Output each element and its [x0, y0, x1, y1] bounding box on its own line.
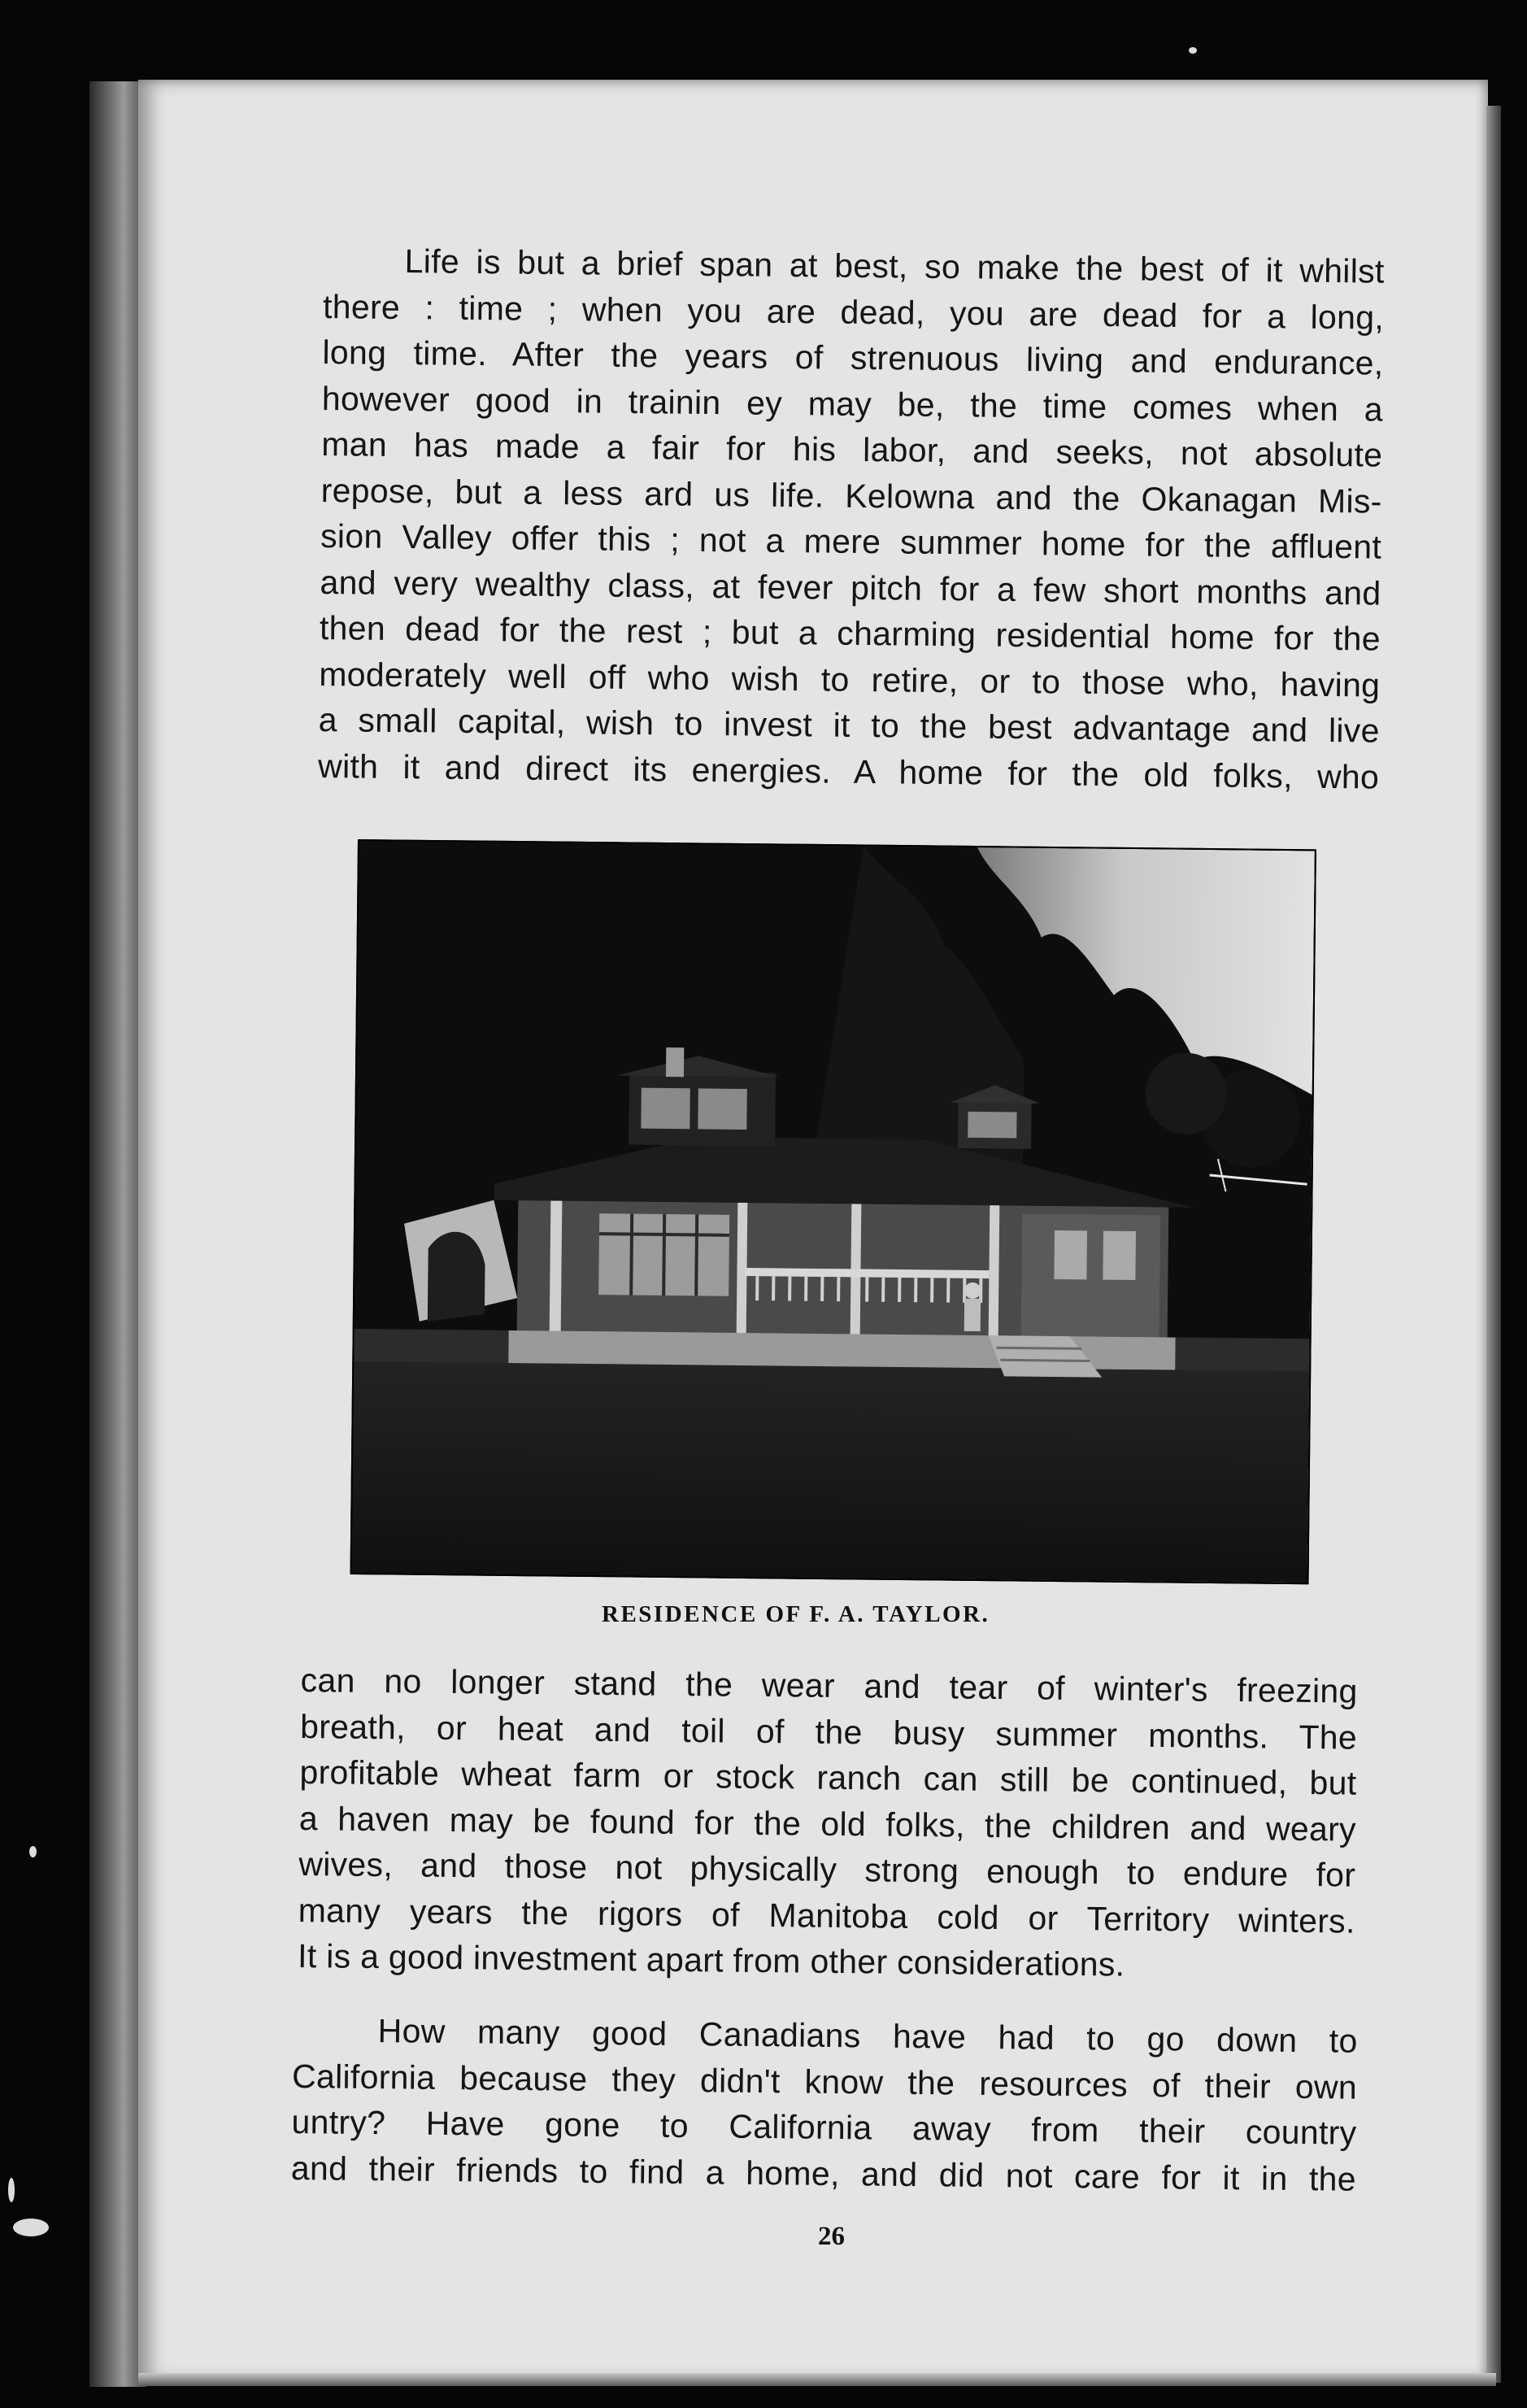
paragraph-top	[318, 237, 1385, 800]
page-number: 26	[818, 2222, 845, 2251]
text-line: with it and direct its energies. A home for the old folks, who	[317, 747, 1380, 796]
photo-caption: RESIDENCE OF F. A. TAYLOR.	[602, 1601, 990, 1627]
text-line: can no longer stand the wear and tear of winter's freezing	[300, 1661, 1358, 1710]
dust-speck	[13, 2219, 49, 2236]
text-line: man has made a fair for his labor, and seeks, not absolute	[321, 425, 1383, 474]
text-line: How many good Canadians have had to go down to	[377, 2012, 1358, 2060]
text-line: Life is but a brief span at best, so make the best of it whilst	[404, 242, 1385, 290]
text-line: wives, and those not physically strong enough to endure for	[298, 1844, 1356, 1894]
text-line: there : time ; when you are dead, you are dead for a long,	[322, 287, 1385, 337]
text-line: untry? Have gone to California away from their country	[291, 2102, 1357, 2152]
residence-photo	[350, 839, 1316, 1584]
dust-speck	[8, 2178, 15, 2202]
text-line: profitable wheat farm or stock ranch can still be continued, but	[299, 1753, 1357, 1802]
text-line: a small capital, wish to invest it to the best advantage and live	[318, 700, 1380, 750]
text-line: repose, but a less ard us life. Kelowna and the Okanagan Mis-	[320, 471, 1382, 520]
text-line: a haven may be found for the old folks, the children and weary	[298, 1799, 1357, 1848]
text-line: and very wealthy class, at fever pitch for a few short months and	[320, 563, 1381, 612]
page-right-edge	[1486, 106, 1501, 2383]
text-line: many years the rigors of Manitoba cold or Territory winters.	[298, 1891, 1355, 1940]
paragraph-bottom	[298, 1657, 1358, 1990]
text-line: however good in trainin ey may be, the time comes when a	[321, 379, 1384, 429]
text-line: and their friends to find a home, and did not care for it in the	[290, 2149, 1357, 2198]
text-line: moderately well off who wish to retire, or to those who, having	[319, 655, 1381, 704]
text-line: then dead for the rest ; but a charming residential home for the	[319, 608, 1381, 658]
paragraph-last	[291, 2007, 1358, 2202]
text-line: breath, or heat and toil of the busy summer months. The	[299, 1707, 1358, 1757]
text-line: It is a good investment apart from other considerations.	[297, 1936, 1125, 1983]
house-illustration	[352, 841, 1315, 1583]
text-line: long time. After the years of strenuous living and endurance,	[322, 333, 1384, 382]
text-line: sion Valley offer this ; not a mere summer home for the affluent	[320, 516, 1382, 566]
dust-speck	[1189, 47, 1197, 54]
page-bottom-edge	[138, 2373, 1496, 2386]
dust-speck	[29, 1846, 37, 1857]
text-line: California because they didn't know the resources of their own	[291, 2057, 1358, 2106]
